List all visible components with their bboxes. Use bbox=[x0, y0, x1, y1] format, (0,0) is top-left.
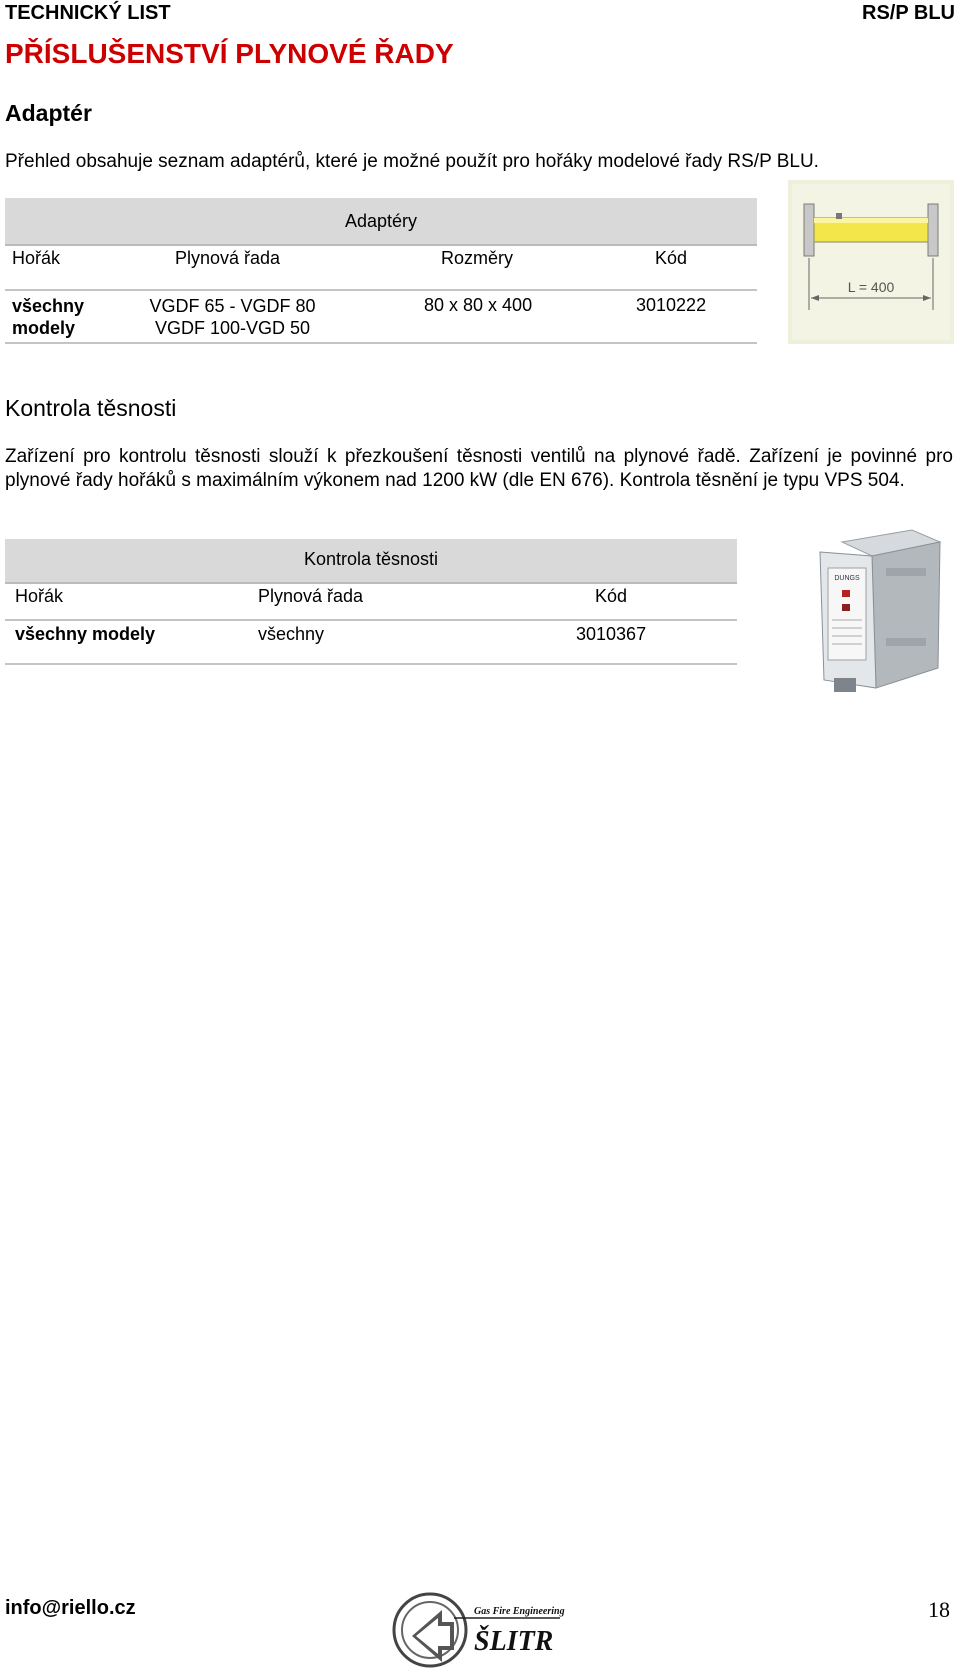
svg-text:Gas Fire Engineering: Gas Fire Engineering bbox=[474, 1606, 565, 1617]
leak-header-gas-train: Plynová řada bbox=[258, 586, 364, 606]
leak-test-section-title: Kontrola těsnosti bbox=[5, 395, 177, 421]
leak-table-bottom-rule bbox=[5, 663, 737, 665]
adapter-row-gas-train: VGDF 65 - VGDF 80 VGDF 100-VGD 50 bbox=[149, 296, 316, 338]
adapter-row-burner: všechny modely bbox=[12, 296, 85, 338]
adapter-header-dimensions: Rozměry bbox=[441, 248, 514, 268]
adapter-image bbox=[788, 180, 954, 344]
leak-header-code: Kód bbox=[595, 586, 628, 606]
adapter-header-divider bbox=[5, 289, 757, 291]
page-title: PŘÍSLUŠENSTVÍ PLYNOVÉ ŘADY bbox=[5, 38, 454, 69]
leak-table-caption: Kontrola těsnosti bbox=[5, 539, 737, 584]
leak-row-gas-train: všechny bbox=[258, 624, 325, 644]
slitr-logo bbox=[392, 1588, 592, 1670]
adapter-row-dimensions: 80 x 80 x 400 bbox=[424, 295, 533, 315]
adapter-intro-text: Přehled obsahuje seznam adaptérů, které je možné použít pro hořáky modelové řady RS/P BLU. bbox=[5, 151, 819, 172]
adapter-section-title: Adaptér bbox=[5, 100, 92, 126]
adapter-table-bottom-rule bbox=[5, 342, 757, 344]
leak-header-divider bbox=[5, 619, 737, 621]
page-number: 18 bbox=[928, 1597, 950, 1622]
leak-header-burner: Hořák bbox=[15, 586, 64, 606]
adapter-header-code: Kód bbox=[655, 248, 688, 268]
adapter-table-caption: Adaptéry bbox=[5, 198, 757, 246]
leak-row-code: 3010367 bbox=[576, 624, 647, 644]
adapter-header-burner: Hořák bbox=[12, 248, 61, 268]
svg-text:ŠLITR: ŠLITR bbox=[474, 1626, 554, 1657]
leak-row-burner: všechny modely bbox=[15, 624, 156, 644]
doc-type-label: TECHNICKÝ LIST bbox=[5, 2, 171, 24]
leak-test-device-image bbox=[812, 528, 944, 704]
footer-email-link[interactable]: info@riello.cz bbox=[5, 1597, 136, 1619]
leak-test-description: Zařízení pro kontrolu těsnosti slouží k přezkoušení těsnosti ventilů na plynové řadě. Zařízení je povinné pro plynové řady hořáků s maximálním výkonem nad 1200 kW (dle EN 676). Kontrola těsnění je typu VPS 504. bbox=[5, 446, 953, 491]
model-label: RS/P BLU bbox=[862, 2, 955, 24]
device-brand-label: DUNGS bbox=[834, 575, 860, 582]
adapter-length-label: L = 400 bbox=[847, 279, 895, 295]
adapter-row-code: 3010222 bbox=[636, 295, 707, 315]
adapter-header-gas-train: Plynová řada bbox=[175, 248, 281, 268]
